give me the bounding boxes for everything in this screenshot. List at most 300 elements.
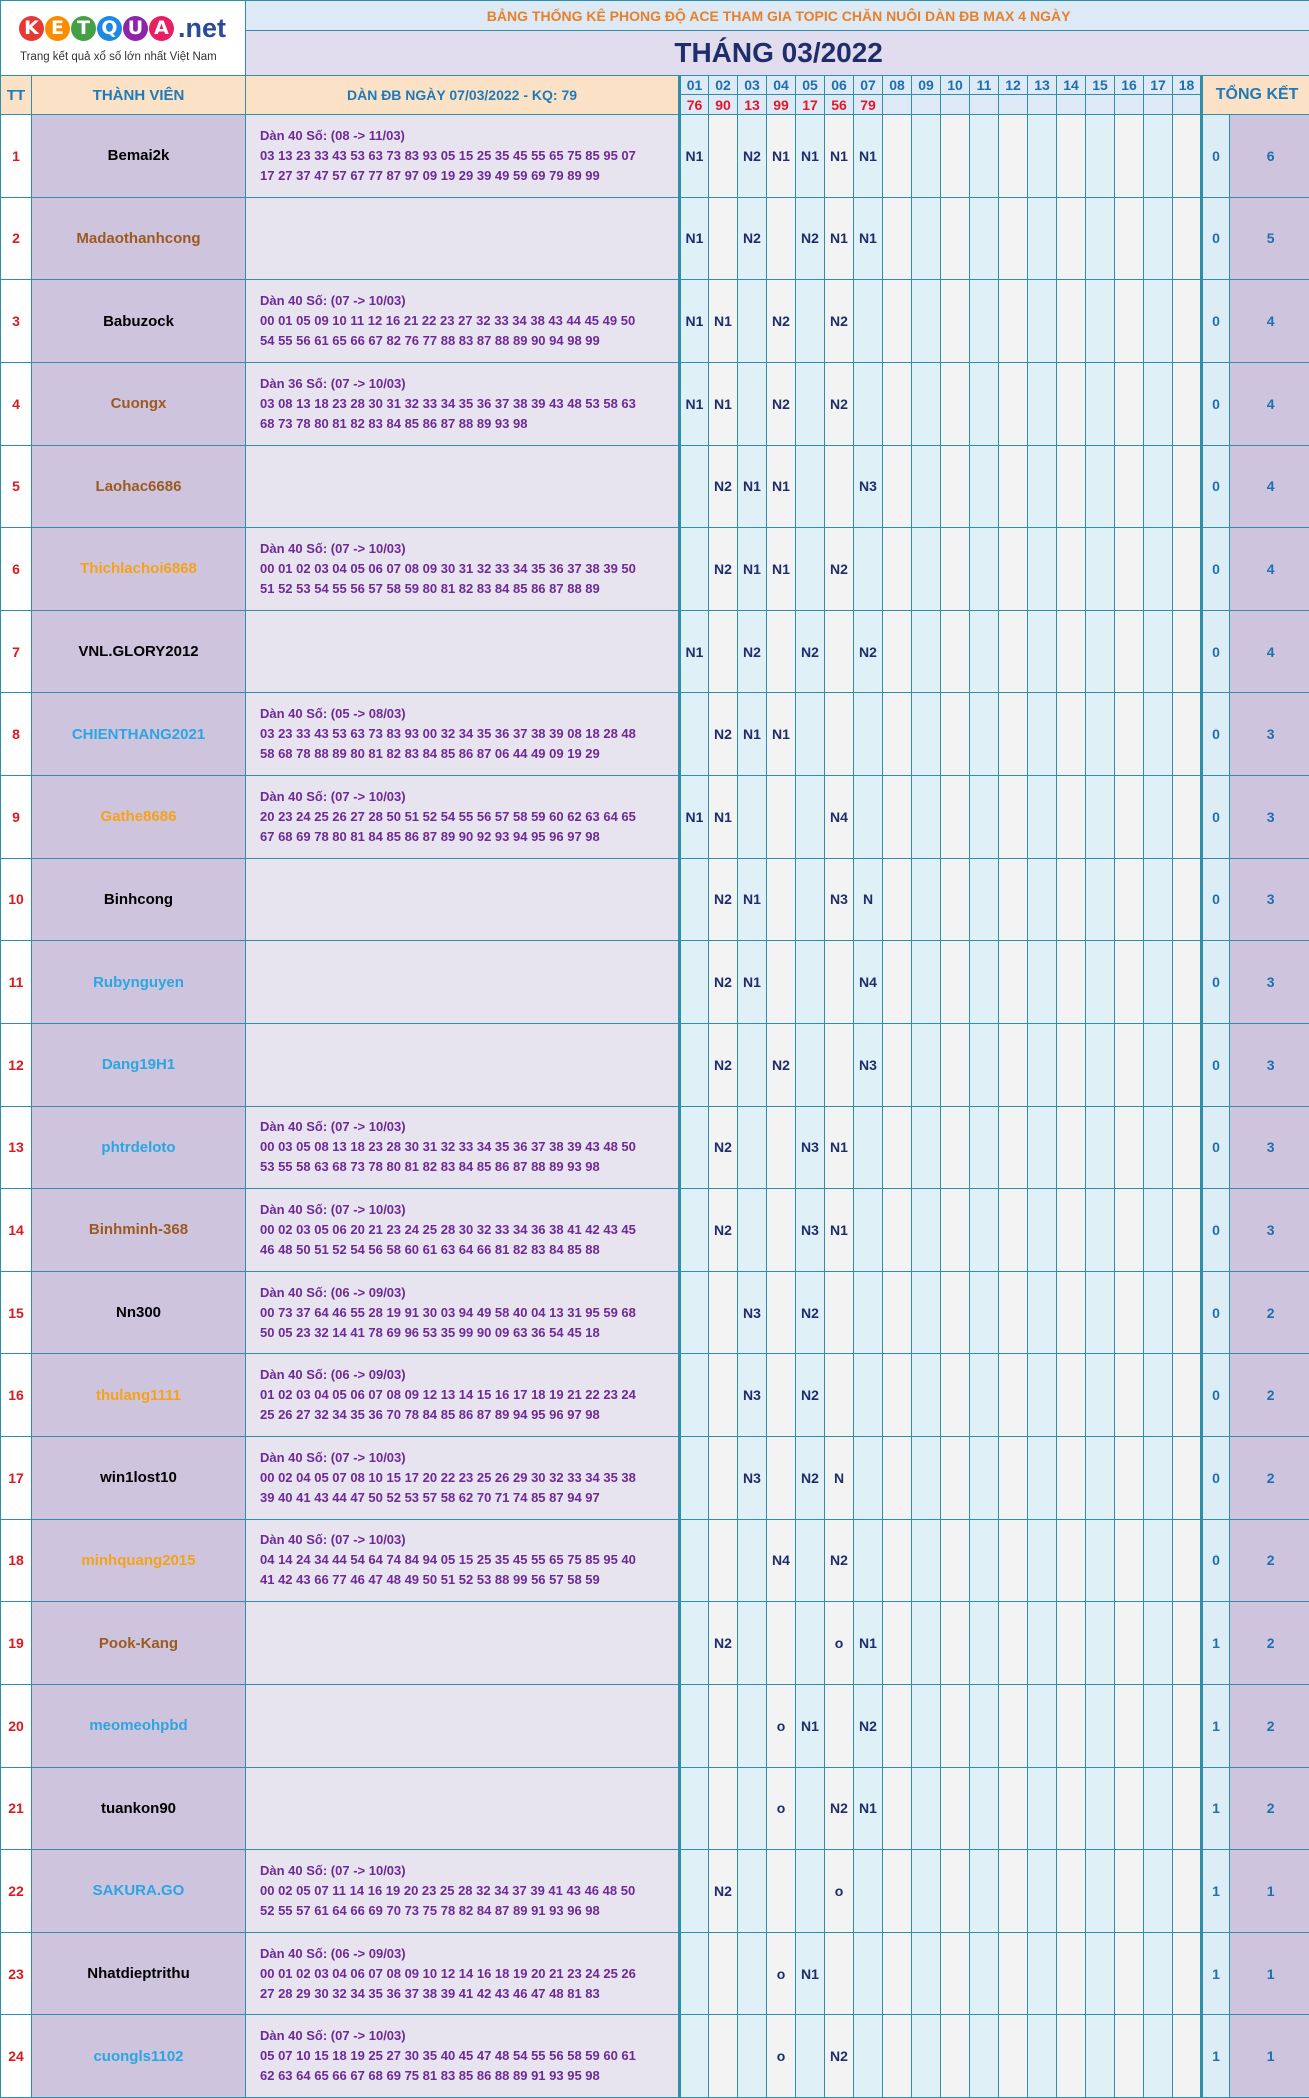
day-mark: N2 [767,1023,796,1106]
day-header: 15 [1086,76,1115,95]
member-row [1,941,1309,1024]
summary-hits: 1 [1202,1767,1230,1850]
day-mark [680,1684,709,1767]
day-mark [1057,610,1086,693]
day-mark [970,941,999,1024]
dan-line: 50 05 23 32 14 41 78 69 96 53 35 99 90 09 63 36 54 45 18 [260,1323,678,1343]
day-mark [1028,1602,1057,1685]
day-mark: N1 [825,1189,854,1272]
summary-hits: 0 [1202,362,1230,445]
day-mark [1173,445,1202,528]
day-mark [970,1932,999,2015]
day-mark [912,776,941,859]
day-mark [970,280,999,363]
day-mark [1057,941,1086,1024]
day-mark [709,1932,738,2015]
day-mark [1144,610,1173,693]
dan-line: 01 02 03 04 05 06 07 08 09 12 13 14 15 16 17 18 19 21 22 23 24 [260,1385,678,1405]
day-mark [941,776,970,859]
dan-numbers [246,1354,680,1437]
day-mark [738,1602,767,1685]
day-mark [1115,2015,1144,2098]
day-mark [1144,280,1173,363]
day-mark [796,693,825,776]
dan-numbers [246,610,680,693]
member-name: Nhatdieptrithu [32,1932,246,2015]
day-mark [1115,1023,1144,1106]
day-mark [1115,1519,1144,1602]
day-mark: N1 [854,1602,883,1685]
day-mark [796,1767,825,1850]
day-mark [912,2015,941,2098]
day-mark [854,362,883,445]
dan-line: 58 68 78 88 89 80 81 82 83 84 85 86 87 06 44 49 09 19 29 [260,744,678,764]
day-mark [1144,1684,1173,1767]
day-mark [738,1106,767,1189]
day-mark [883,197,912,280]
summary-hits: 0 [1202,1189,1230,1272]
day-mark [1144,693,1173,776]
day-mark [912,1106,941,1189]
day-mark [883,362,912,445]
day-mark [1144,1354,1173,1437]
day-mark [1173,1271,1202,1354]
summary-total: 3 [1230,693,1309,776]
summary-total: 2 [1230,1437,1309,1520]
day-mark: N2 [796,197,825,280]
day-mark [767,1437,796,1520]
day-mark [970,1684,999,1767]
day-mark [796,776,825,859]
summary-hits: 0 [1202,528,1230,611]
summary-hits: 1 [1202,1684,1230,1767]
day-mark: N1 [796,1684,825,1767]
day-header: 11 [970,76,999,95]
member-name: Pook-Kang [32,1602,246,1685]
day-mark [1144,1189,1173,1272]
day-mark [941,1023,970,1106]
day-mark [1086,1602,1115,1685]
dan-title: Dàn 40 Số: (06 -> 09/03) [260,1944,678,1964]
day-mark [883,1684,912,1767]
day-mark [1086,858,1115,941]
summary-hits: 0 [1202,1271,1230,1354]
dan-line: 00 01 02 03 04 06 07 08 09 10 12 14 16 18 19 20 21 23 24 25 26 [260,1964,678,1984]
day-mark: N2 [825,1519,854,1602]
summary-total: 2 [1230,1271,1309,1354]
day-mark [767,1354,796,1437]
day-mark: N2 [709,528,738,611]
day-mark [883,1106,912,1189]
day-mark [1115,1767,1144,1850]
day-mark [1086,197,1115,280]
day-mark [999,1023,1028,1106]
day-mark [1057,1023,1086,1106]
day-mark [970,1354,999,1437]
day-mark [1144,1850,1173,1933]
day-mark: o [767,2015,796,2098]
dan-title: Dàn 36 Số: (07 -> 10/03) [260,374,678,394]
summary-hits: 1 [1202,1932,1230,2015]
result-number [1115,95,1144,115]
member-row [1,1602,1309,1685]
day-mark: N1 [709,776,738,859]
day-mark: N3 [738,1271,767,1354]
summary-total: 3 [1230,1189,1309,1272]
dan-numbers [246,1106,680,1189]
dan-line: 25 26 27 32 34 35 36 70 78 84 85 86 87 89 94 95 96 97 98 [260,1405,678,1425]
result-number [1057,95,1086,115]
summary-total: 2 [1230,1684,1309,1767]
day-mark [709,1437,738,1520]
summary-total: 3 [1230,1023,1309,1106]
day-mark [680,1519,709,1602]
day-mark [1173,1602,1202,1685]
dan-line: 00 73 37 64 46 55 28 19 91 30 03 94 49 58 40 04 13 31 95 59 68 [260,1303,678,1323]
summary-hits: 0 [1202,610,1230,693]
day-mark: o [825,1602,854,1685]
summary-total: 2 [1230,1602,1309,1685]
day-mark [883,1189,912,1272]
day-mark [941,197,970,280]
day-mark [1028,1767,1057,1850]
dan-line: 00 01 02 03 04 05 06 07 08 09 30 31 32 33 34 35 36 37 38 39 50 [260,559,678,579]
day-mark [709,1684,738,1767]
day-mark [912,1189,941,1272]
day-mark [941,1519,970,1602]
day-mark [970,528,999,611]
member-row [1,693,1309,776]
day-mark [1144,858,1173,941]
summary-hits: 1 [1202,1850,1230,1933]
summary-hits: 0 [1202,1437,1230,1520]
row-number: 1 [1,115,32,198]
day-mark: N2 [709,858,738,941]
member-row [1,1271,1309,1354]
row-number: 6 [1,528,32,611]
day-mark: N2 [825,280,854,363]
member-name: Nn300 [32,1271,246,1354]
day-mark [999,197,1028,280]
day-mark [883,1850,912,1933]
day-mark: N2 [709,941,738,1024]
day-mark: N2 [709,1023,738,1106]
result-number [883,95,912,115]
day-mark: N1 [767,115,796,198]
day-mark [1144,1932,1173,2015]
dan-title: Dàn 40 Số: (07 -> 10/03) [260,1530,678,1550]
day-mark [680,1437,709,1520]
day-mark [883,776,912,859]
day-mark [854,1519,883,1602]
day-mark [796,2015,825,2098]
day-mark [941,858,970,941]
dan-line: 03 23 33 43 53 63 73 83 93 00 32 34 35 36 37 38 39 08 18 28 48 [260,724,678,744]
day-mark: N1 [680,610,709,693]
member-name: Gathe8686 [32,776,246,859]
day-mark [1115,1354,1144,1437]
day-mark [1115,610,1144,693]
summary-total: 4 [1230,445,1309,528]
header-member: THÀNH VIÊN [32,76,246,115]
day-mark [999,280,1028,363]
member-name: phtrdeloto [32,1106,246,1189]
member-name: CHIENTHANG2021 [32,693,246,776]
day-header: 18 [1173,76,1202,95]
row-number: 18 [1,1519,32,1602]
dan-numbers [246,1850,680,1933]
dan-numbers [246,941,680,1024]
member-name: Dang19H1 [32,1023,246,1106]
member-name: Rubynguyen [32,941,246,1024]
day-mark [912,1767,941,1850]
day-mark [825,610,854,693]
result-number: 17 [796,95,825,115]
day-mark [970,1189,999,1272]
day-mark: N1 [680,115,709,198]
member-row [1,2015,1309,2098]
day-mark [1115,362,1144,445]
day-mark: o [825,1850,854,1933]
day-mark [999,610,1028,693]
dan-line: 03 13 23 33 43 53 63 73 83 93 05 15 25 35 45 55 65 75 85 95 07 [260,146,678,166]
day-mark [1086,941,1115,1024]
day-mark [1115,1684,1144,1767]
day-mark [854,1189,883,1272]
day-mark [1086,528,1115,611]
day-mark: N2 [825,362,854,445]
day-mark [796,1023,825,1106]
day-mark [999,1189,1028,1272]
day-mark [854,1932,883,2015]
member-row [1,115,1309,198]
day-mark [1057,1354,1086,1437]
summary-total: 4 [1230,610,1309,693]
day-mark [1028,1850,1057,1933]
dan-numbers [246,528,680,611]
day-mark [999,1106,1028,1189]
day-mark [709,1767,738,1850]
day-mark [1028,1932,1057,2015]
day-mark [738,1023,767,1106]
day-header: 08 [883,76,912,95]
day-mark [941,941,970,1024]
row-number: 20 [1,1684,32,1767]
row-number: 14 [1,1189,32,1272]
day-mark [1115,1932,1144,2015]
member-name: Thichlachoi6868 [32,528,246,611]
row-number: 17 [1,1437,32,1520]
day-mark: N1 [680,280,709,363]
day-mark: N1 [709,280,738,363]
day-mark [1028,115,1057,198]
day-mark: N1 [825,1106,854,1189]
result-number [1144,95,1173,115]
day-mark [709,115,738,198]
day-mark [1028,1354,1057,1437]
day-mark [796,280,825,363]
member-row [1,1106,1309,1189]
day-mark [796,1519,825,1602]
dan-numbers [246,1023,680,1106]
day-mark: N1 [854,115,883,198]
day-mark [1115,858,1144,941]
dan-title: Dàn 40 Số: (07 -> 10/03) [260,1200,678,1220]
day-mark [883,1519,912,1602]
day-mark [738,1189,767,1272]
member-name: Binhcong [32,858,246,941]
day-mark [883,115,912,198]
logo-suffix: .net [178,13,226,44]
result-number [1028,95,1057,115]
day-mark [680,528,709,611]
day-mark [912,1850,941,1933]
day-mark [912,197,941,280]
day-header: 03 [738,76,767,95]
dan-line: 67 68 69 78 80 81 84 85 86 87 89 90 92 93 94 95 96 97 98 [260,827,678,847]
summary-total: 2 [1230,1354,1309,1437]
day-mark [941,610,970,693]
day-mark [970,1602,999,1685]
day-mark [825,1354,854,1437]
summary-hits: 0 [1202,1354,1230,1437]
day-mark [1086,1437,1115,1520]
day-mark [912,1684,941,1767]
day-mark: N4 [825,776,854,859]
day-mark [999,1437,1028,1520]
day-mark [738,362,767,445]
day-mark [1057,1106,1086,1189]
day-mark [1115,115,1144,198]
day-mark [854,693,883,776]
dan-line: 00 02 04 05 07 08 10 15 17 20 22 23 25 26 29 30 32 33 34 35 38 [260,1468,678,1488]
day-mark [1086,1354,1115,1437]
dan-title: Dàn 40 Số: (07 -> 10/03) [260,1117,678,1137]
day-mark [680,858,709,941]
day-mark [825,445,854,528]
day-mark: N2 [738,610,767,693]
day-mark [767,776,796,859]
row-number: 4 [1,362,32,445]
day-mark [1057,2015,1086,2098]
day-mark [1028,858,1057,941]
day-mark [912,528,941,611]
day-mark [1144,197,1173,280]
day-mark: o [767,1767,796,1850]
member-row [1,1850,1309,1933]
day-mark [709,1271,738,1354]
day-mark [1173,693,1202,776]
result-number [999,95,1028,115]
day-mark [1086,1023,1115,1106]
day-mark [680,2015,709,2098]
day-mark: N3 [854,445,883,528]
dan-line: 54 55 56 61 65 66 67 82 76 77 88 83 87 88 89 90 94 98 99 [260,331,678,351]
day-mark: N1 [738,858,767,941]
result-number [1086,95,1115,115]
day-mark [1057,1189,1086,1272]
day-mark [912,1023,941,1106]
dan-line: 53 55 58 63 68 73 78 80 81 82 83 84 85 86 87 88 89 93 98 [260,1157,678,1177]
day-mark [738,1767,767,1850]
member-name: win1lost10 [32,1437,246,1520]
day-mark [912,1519,941,1602]
day-header: 04 [767,76,796,95]
result-number: 13 [738,95,767,115]
logo [1,1,246,76]
day-mark [709,1354,738,1437]
day-mark [1086,2015,1115,2098]
day-mark [1173,776,1202,859]
day-mark: N4 [854,941,883,1024]
day-mark [680,1023,709,1106]
day-mark: N2 [709,1602,738,1685]
dan-numbers [246,1519,680,1602]
day-mark [999,1932,1028,2015]
day-mark [941,528,970,611]
day-mark [1115,1437,1144,1520]
day-mark [883,1602,912,1685]
summary-total: 5 [1230,197,1309,280]
day-mark [1028,1684,1057,1767]
logo-wordmark [19,11,226,45]
day-mark [1086,1767,1115,1850]
summary-total: 3 [1230,941,1309,1024]
row-number: 9 [1,776,32,859]
day-mark [970,445,999,528]
row-number: 3 [1,280,32,363]
day-mark: N2 [709,1850,738,1933]
day-mark [970,1850,999,1933]
month-title: THÁNG 03/2022 [246,31,1309,76]
row-number: 19 [1,1602,32,1685]
day-header: 13 [1028,76,1057,95]
day-mark: N1 [738,528,767,611]
row-number: 11 [1,941,32,1024]
header-tt: TT [1,76,32,115]
day-mark: N2 [767,362,796,445]
day-mark [796,1850,825,1933]
dan-line: 00 02 05 07 11 14 16 19 20 23 25 28 32 34 37 39 41 43 46 48 50 [260,1881,678,1901]
dan-numbers [246,1437,680,1520]
day-mark [1173,528,1202,611]
day-mark [912,280,941,363]
day-mark [941,115,970,198]
day-mark [1057,1519,1086,1602]
result-number: 76 [680,95,709,115]
day-mark [1028,1271,1057,1354]
day-mark [1144,776,1173,859]
member-name: SAKURA.GO [32,1850,246,1933]
day-mark [1086,115,1115,198]
day-mark [941,280,970,363]
day-mark [1115,1271,1144,1354]
row-number: 23 [1,1932,32,2015]
dan-line: 00 01 05 09 10 11 12 16 21 22 23 27 32 33 34 38 43 44 45 49 50 [260,311,678,331]
day-mark [1086,693,1115,776]
day-mark: N1 [767,445,796,528]
day-mark [709,610,738,693]
day-mark [1173,1189,1202,1272]
dan-line: 52 55 57 61 64 66 69 70 73 75 78 82 84 87 89 91 93 96 98 [260,1901,678,1921]
day-mark: N2 [709,1189,738,1272]
day-mark [1086,1106,1115,1189]
summary-total: 1 [1230,1850,1309,1933]
row-number: 5 [1,445,32,528]
day-mark [1144,445,1173,528]
day-mark [999,1271,1028,1354]
day-mark: N1 [767,528,796,611]
